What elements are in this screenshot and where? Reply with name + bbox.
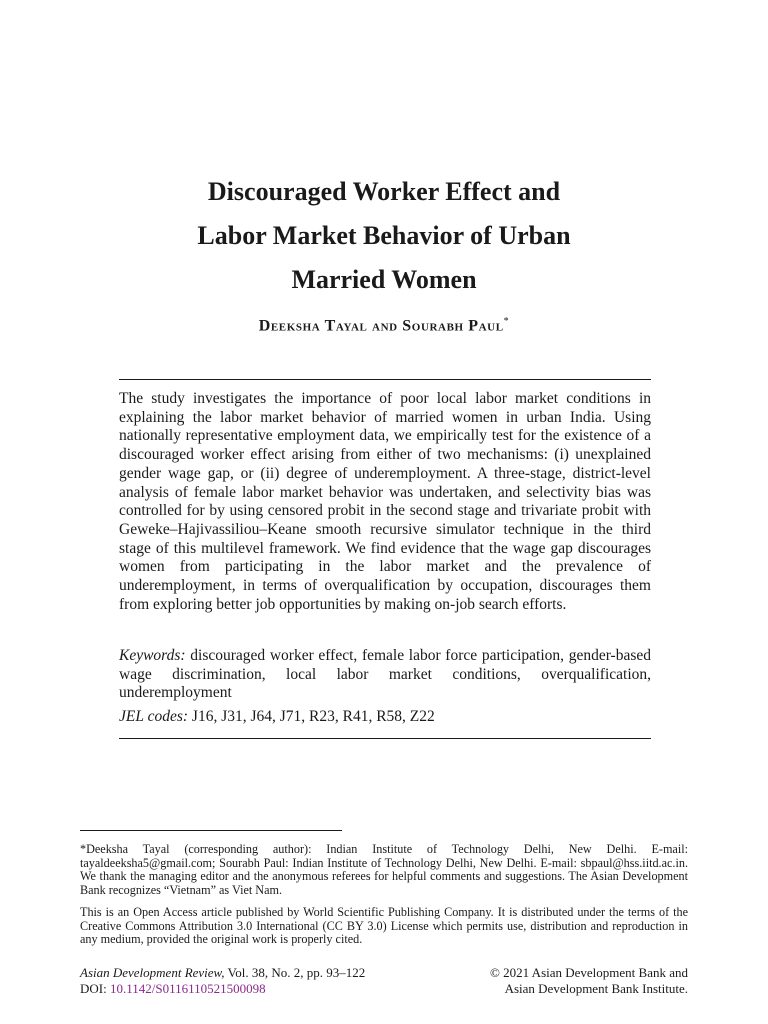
license-footnote: This is an Open Access article published by World Scientific Publishing Company. It is distributed under the terms of the Creative Commons Attribution 3.0 International (CC BY 3.0) License which permits use, distribution and reproduction in any medium, provided the original work is properly cited. xyxy=(80,905,688,947)
copyright-line: Asian Development Bank Institute. xyxy=(504,981,688,996)
doi-line xyxy=(80,981,365,997)
journal-citation xyxy=(80,965,365,981)
title-line: Labor Market Behavior of Urban xyxy=(197,221,571,250)
jel-codes xyxy=(119,708,651,727)
keywords xyxy=(119,647,651,703)
jel-text: J16, J31, J64, J71, R23, R41, R58, Z22 xyxy=(191,708,435,725)
journal-name: Asian Development Review, xyxy=(80,965,225,980)
author-list xyxy=(80,316,688,335)
abstract-text: The study investigates the importance of poor local labor market conditions in explaining the labor market behavior of married women in urban India. Using nationally representative employment data, we empirically test for the existence of a discouraged worker effect arising from either of two mechanisms: (i) unexplained gender wage gap, or (ii) degree of underemployment. A three-stage, district-level analysis of female labor market behavior was undertaken, and selectivity bias was controlled for by using censored probit in the second stage and trivariate probit with Geweke–Hajivassiliou–Keane smooth recursive simulator technique in the third stage of this multilevel framework. We find evidence that the wage gap discourages women from participating in the labor market and the prevalence of underemployment, in terms of overqualification by occupation, discourages them from exploring better job opportunities by making on-job search efforts. xyxy=(119,390,651,613)
copyright-line: © 2021 Asian Development Bank and xyxy=(490,965,688,980)
author-names: Deeksha Tayal and Sourabh Paul xyxy=(258,317,504,335)
journal-info xyxy=(80,965,365,997)
journal-details: Vol. 38, No. 2, pp. 93–122 xyxy=(227,965,366,980)
abstract-bottom-rule xyxy=(119,738,651,739)
keywords-text: discouraged worker effect, female labor force participation, gender-based wage discrimination, local labor market conditions, overqualification, underemployment xyxy=(119,647,652,702)
keywords-label: Keywords: xyxy=(119,647,186,664)
doi-link[interactable]: 10.1142/S0116110521500098 xyxy=(109,981,266,996)
author-footnote-marker: * xyxy=(503,316,510,327)
copyright-notice xyxy=(490,965,688,997)
doi-label: DOI: xyxy=(80,981,107,996)
title-line: Married Women xyxy=(291,265,477,294)
author-footnote: *Deeksha Tayal (corresponding author): Indian Institute of Technology Delhi, New Delhi. E-mail: tayaldeeksha5@gmail.com; Sourabh Paul: Indian Institute of Technology Delhi, New Delhi. E-mail: sbpaul@hss.iitd.ac.in. We thank the managing editor and the anonymous referees for helpful comments and suggestions. The Asian Development Bank recognizes “Vietnam” as Viet Nam. xyxy=(80,842,688,897)
title-line: Discouraged Worker Effect and xyxy=(207,177,561,206)
paper-title xyxy=(80,170,688,302)
footnote-divider xyxy=(80,830,342,831)
jel-label: JEL codes: xyxy=(119,708,189,725)
abstract-top-rule xyxy=(119,379,651,380)
